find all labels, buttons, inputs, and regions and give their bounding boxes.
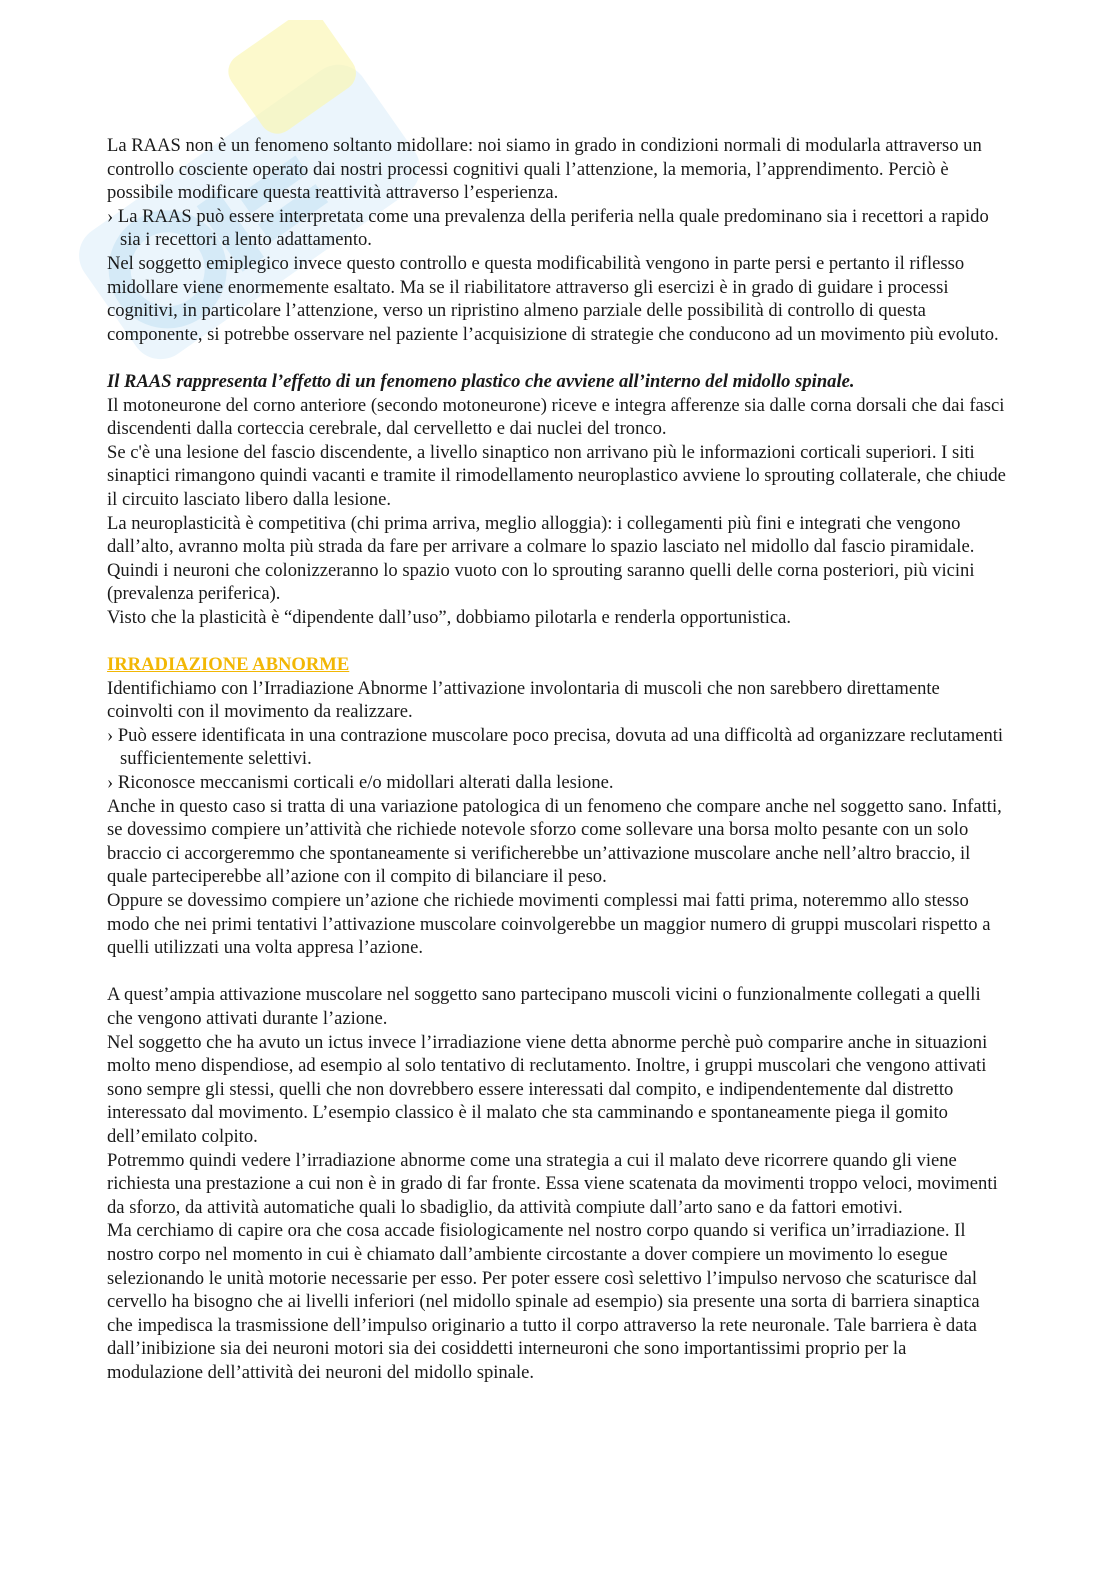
paragraph-gap bbox=[107, 629, 1007, 653]
paragraph: Il motoneurone del corno anteriore (secondo motoneurone) riceve e integra afferenze sia dalle corna dorsali che dai fasci discendenti dalla corteccia cerebrale, dal cervelletto e dai nuclei del tronco. bbox=[107, 394, 1005, 440]
paragraph: Visto che la plasticità è “dipendente dall’uso”, dobbiamo pilotarla e renderla opportunistica. bbox=[107, 606, 792, 628]
emphasis-paragraph: Il RAAS rappresenta l’effetto di un fenomeno plastico che avviene all’interno del midollo spinale. bbox=[107, 370, 855, 392]
document-body bbox=[107, 134, 1007, 1384]
paragraph-gap bbox=[107, 346, 1007, 370]
paragraph: A quest’ampia attivazione muscolare nel soggetto sano partecipano muscoli vicini o funzionalmente collegati a quelli che vengono attivati durante l’azione. bbox=[107, 984, 981, 1029]
paragraph: Ma cerchiamo di capire ora che cosa accade fisiologicamente nel nostro corpo quando si verifica un’irradiazione. Il nostro corpo nel momento in cui è chiamato dall’ambiente circostante a dover compiere un movimento lo esegue selezionando le unità motorie necessarie per esso. Per poter essere così selettivo l’impulso nervoso che scaturisce dal cervello ha bisogno che ai livelli inferiori (nel midollo spinale ad esempio) sia presente una sorta di barriera sinaptica che impedisca la trasmissione dell’impulso originario a tutto il corpo attraverso la rete neuronale. Tale barriera è data dall’inibizione sia dei neuroni motori sia dei cosiddetti interneuroni che sono importantissimi proprio per la modulazione dell’attività dei neuroni del midollo spinale. bbox=[107, 1220, 980, 1383]
paragraph-gap bbox=[107, 960, 1007, 984]
bullet-item: › Può essere identificata in una contrazione muscolare poco precisa, dovuta ad una difficoltà ad organizzare reclutamenti sufficientemente selettivi. bbox=[107, 724, 1004, 770]
section-heading: IRRADIAZIONE ABNORME bbox=[107, 654, 350, 676]
paragraph: Se c'è una lesione del fascio discendente, a livello sinaptico non arrivano più le informazioni corticali superiori. I siti sinaptici rimangono quindi vacanti e tramite il rimodellamento neuroplastico avviene lo sprouting collaterale, che chiude il circuito lasciato libero dalla lesione. bbox=[107, 441, 1006, 510]
paragraph: Nel soggetto che ha avuto un ictus invece l’irradiazione viene detta abnorme perchè può comparire anche in situazioni molto meno dispendiose, ad esempio al solo tentativo di reclutamento. Inoltre, i gruppi muscolari che vengono attivati sono sempre gli stessi, quelli che non dovrebbero essere interessati dal compito, e indipendentemente dal distretto interessato dal movimento. L’esempio classico è il malato che sta camminando e spontaneamente piega il gomito dell’emilato colpito. bbox=[107, 1031, 988, 1147]
paragraph: La neuroplasticità è competitiva (chi prima arriva, meglio alloggia): i collegamenti più fini e integrati che vengono dall’alto, avranno molta più strada da fare per arrivare a colmare lo spazio lasciato nel midollo dal fascio piramidale. Quindi i neuroni che colonizzeranno lo spazio vuoto con lo sprouting saranno quelli delle corna posteriori, più vicini (prevalenza periferica). bbox=[107, 512, 975, 605]
paragraph: Oppure se dovessimo compiere un’azione che richiede movimenti complessi mai fatti prima, noteremmo allo stesso modo che nei primi tentativi l’attivazione muscolare coinvolgerebbe un maggior numero di gruppi muscolari rispetto a quelli utilizzati una volta appresa l’azione. bbox=[107, 890, 991, 959]
bullet-item: › La RAAS può essere interpretata come una prevalenza della periferia nella quale predominano sia i recettori a rapido sia i recettori a lento adattamento. bbox=[107, 205, 989, 251]
paragraph: Anche in questo caso si tratta di una variazione patologica di un fenomeno che compare anche nel soggetto sano. Infatti, se dovessimo compiere un’attività che richiede notevole sforzo come sollevare una borsa molto pesante con un solo braccio ci accorgeremmo che spontaneamente si verificherebbe un’attivazione muscolare anche nell’altro braccio, il quale parteciperebbe all’azione con il compito di bilanciare il peso. bbox=[107, 795, 1002, 888]
paragraph: La RAAS non è un fenomeno soltanto midollare: noi siamo in grado in condizioni normali di modularla attraverso un controllo cosciente operato dai nostri processi cognitivi quali l’attenzione, la memoria, l’apprendimento. Perciò è possibile modificare questa reattività attraverso l’esperienza. bbox=[107, 135, 982, 204]
paragraph: Potremmo quindi vedere l’irradiazione abnorme come una strategia a cui il malato deve ricorrere quando gli viene richiesta una prestazione a cui non è in grado di far fronte. Essa viene scatenata da movimenti troppo veloci, movimenti da sforzo, da attività automatiche quali lo sbadiglio, da attività compiute dall’arto sano e da fattori emotivi. bbox=[107, 1149, 998, 1218]
bullet-item: › Riconosce meccanismi corticali e/o midollari alterati dalla lesione. bbox=[107, 772, 614, 794]
paragraph: Nel soggetto emiplegico invece questo controllo e questa modificabilità vengono in parte persi e pertanto il riflesso midollare viene enormemente esaltato. Ma se il riabilitatore attraverso gli esercizi è in grado di guidare i processi cognitivi, in particolare l’attenzione, verso un ripristino almeno parziale delle possibilità di controllo di questa componente, si potrebbe osservare nel paziente l’acquisizione di strategie che conducono ad un movimento più evoluto. bbox=[107, 252, 999, 345]
paragraph: Identifichiamo con l’Irradiazione Abnorme l’attivazione involontaria di muscoli che non sarebbero direttamente coinvolti con il movimento da realizzare. bbox=[107, 677, 940, 723]
